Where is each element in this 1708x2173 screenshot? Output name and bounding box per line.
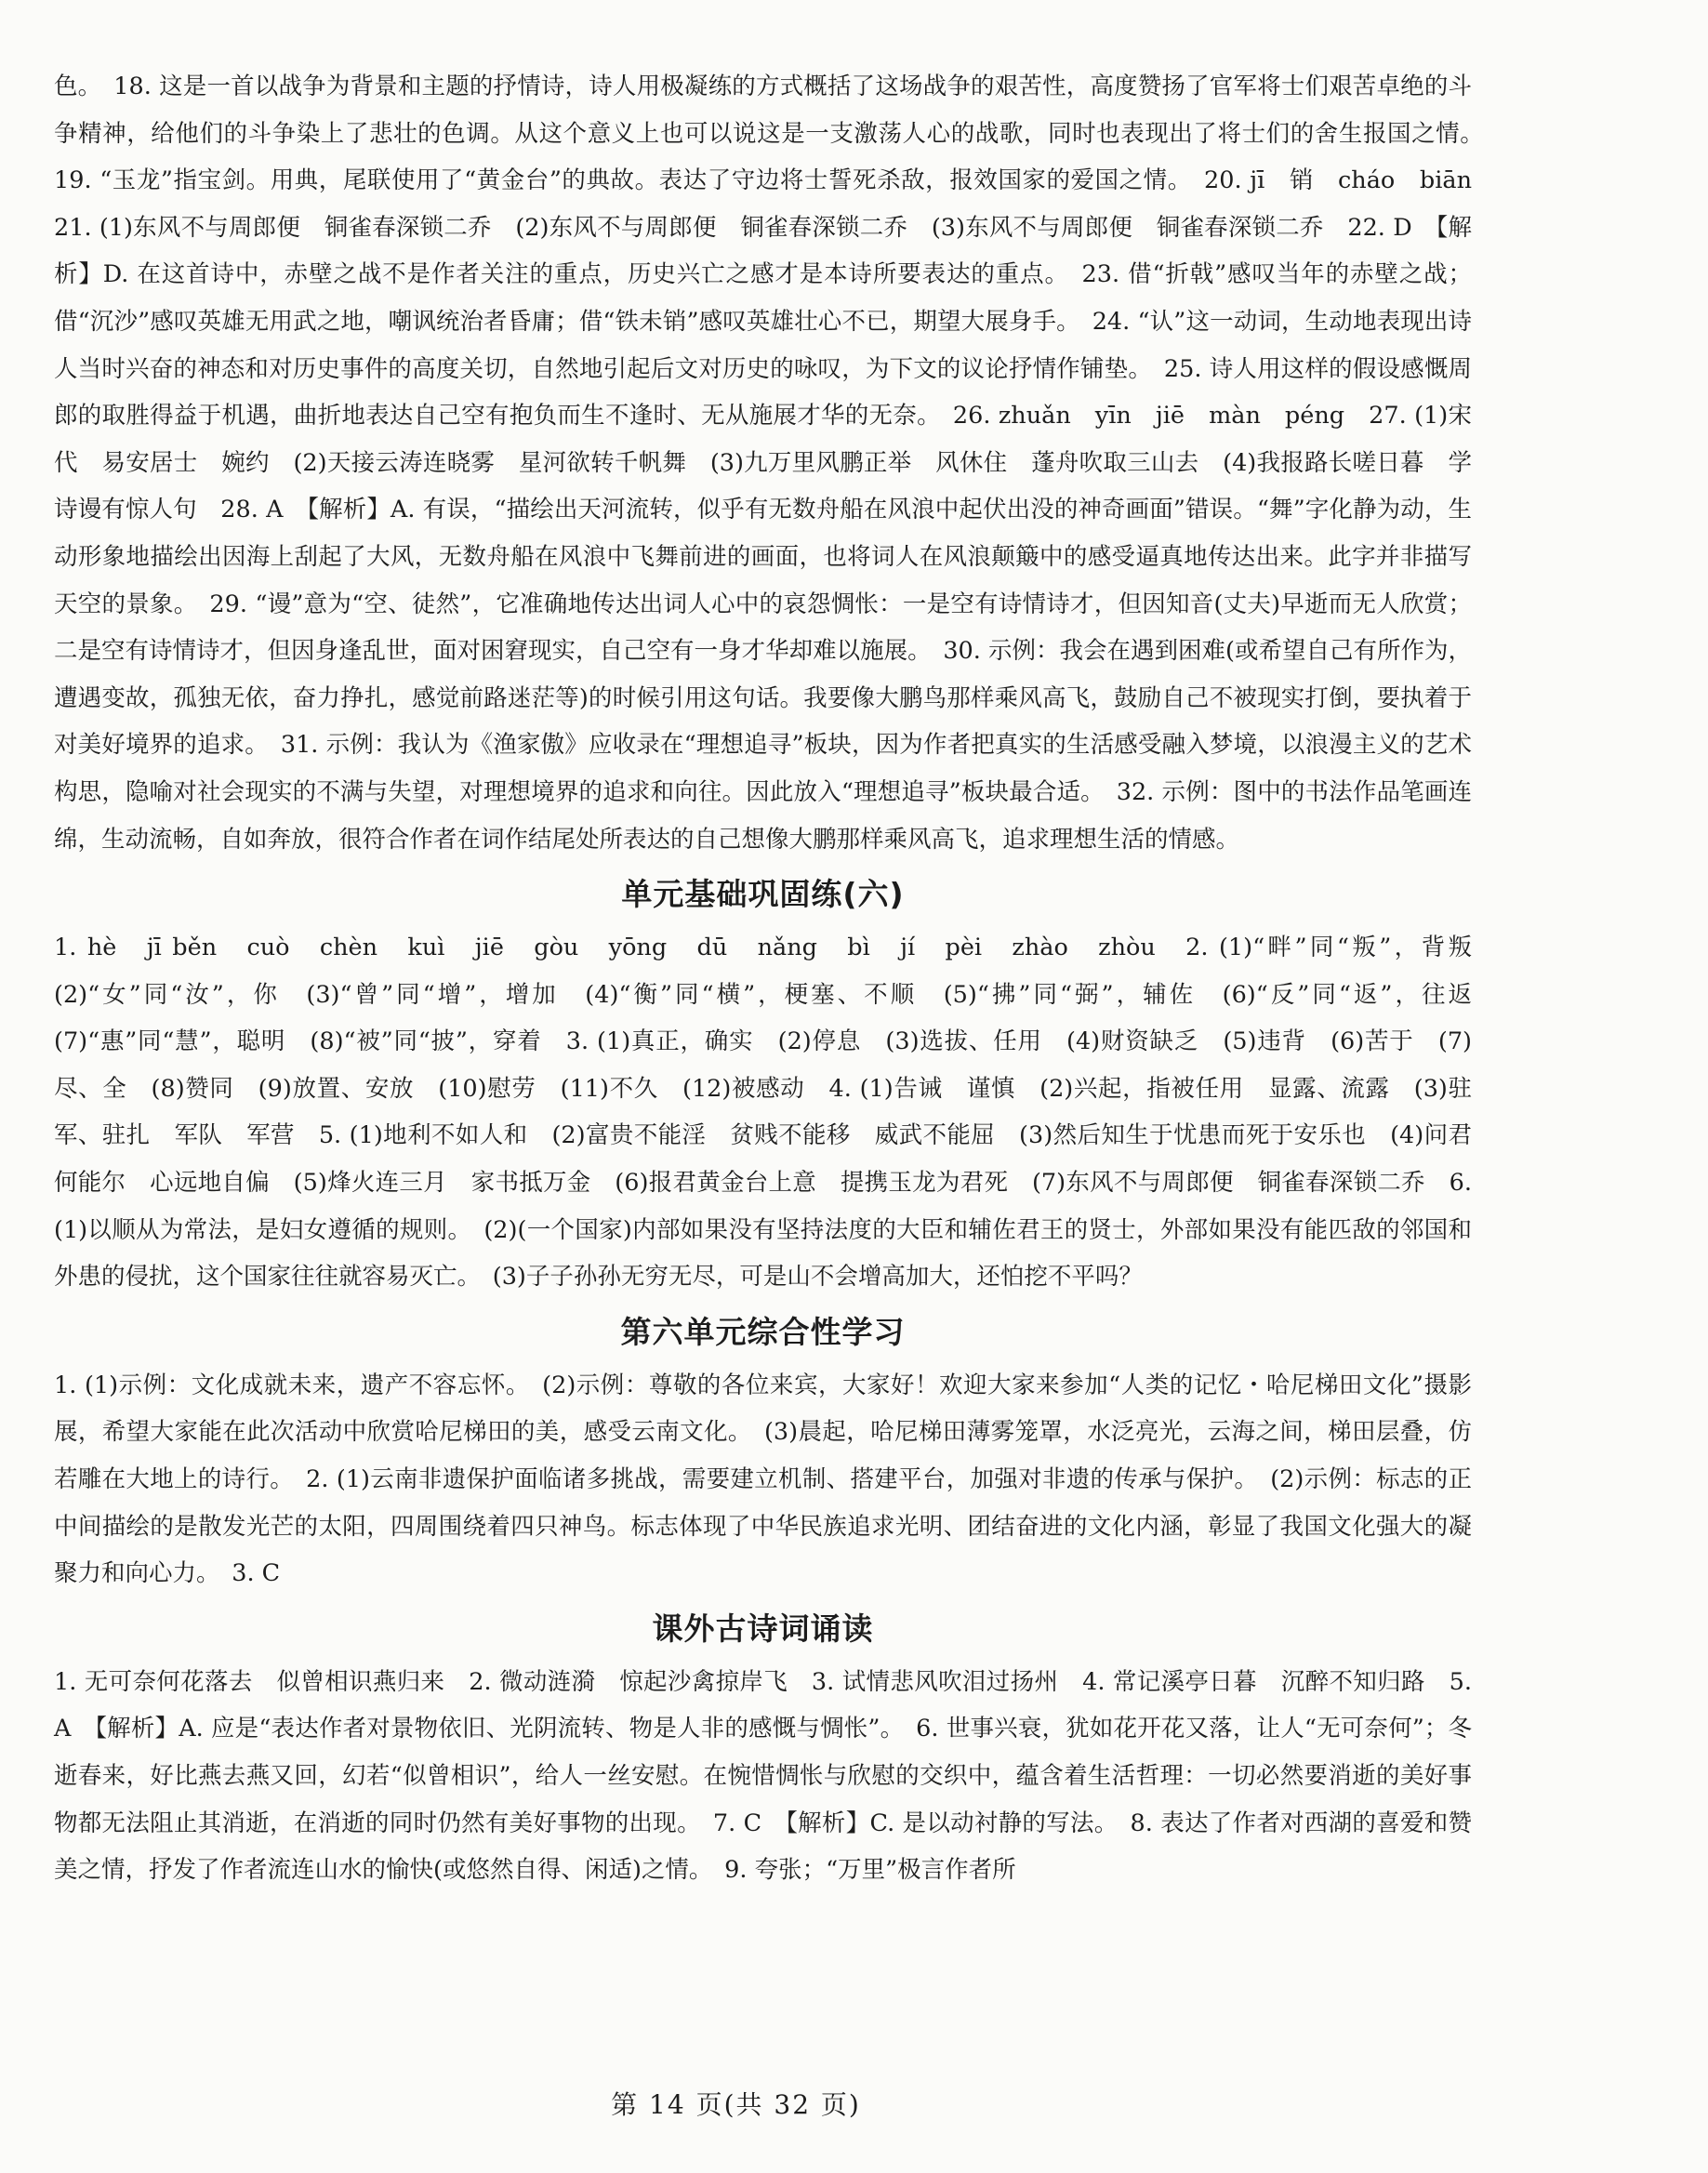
page-number-footer: 第 14 页(共 32 页) <box>611 2089 861 2120</box>
section-title: 课外古诗词诵读 <box>652 1610 874 1647</box>
section-answers: 1. (1)示例：文化成就未来，遗产不容忘怀。 (2)示例：尊敬的各位来宾，大家好！欢迎大家来参加“人类的记忆・哈尼梯田文化”摄影展，希望大家能在此次活动中欣赏哈尼梯田的美，感受云南文化。 (3)晨起，哈尼梯田薄雾笼罩，水泛亮光，云海之间，梯田层叠，仿若雕在大地上的诗行。 2. (1)云南非遗保护面临诸多挑战，需要建立机制、搭建平台，加强对非遗的传承与保护。 (2)示例：标志的正中间描绘的是散发光芒的太阳，四周围绕着四只神鸟。标志体现了中华民族追求光明、团结奋进的文化内涵，彰显了我国文化强大的凝聚力和向心力。 3. C <box>54 1371 1472 1588</box>
section-comprehensive-study <box>54 1310 1472 1597</box>
section-title: 第六单元综合性学习 <box>620 1313 906 1350</box>
section-answers: 1. 无可奈何花落去 似曾相识燕归来 2. 微动涟漪 惊起沙禽掠岸飞 3. 试情悲风吹泪过扬州 4. 常记溪亭日暮 沉醉不知归路 5. A 【解析】A. 应是“表达作者对景物依旧、光阴流转、物是人非的感慨与惆怅”。 6. 世事兴衰，犹如花开花又落，让人“无可奈何”；冬逝春来，好比燕去燕又回，幻若“似曾相识”，给人一丝安慰。在惋惜惆怅与欣慰的交织中，蕴含着生活哲理：一切必然要消逝的美好事物都无法阻止其消逝，在消逝的同时仍然有美好事物的出现。 7. C 【解析】C. 是以动衬静的写法。 8. 表达了作者对西湖的喜爱和赞美之情，抒发了作者流连山水的愉快(或悠然自得、闲适)之情。 9. 夸张；“万里”极言作者所 <box>54 1667 1472 1885</box>
section-title: 单元基础巩固练(六) <box>621 876 905 913</box>
section-unit-basics <box>54 872 1496 1301</box>
section-answers: 1. hè jī běn cuò chèn kuì jiē gòu yōng dū nǎng bì jí pèi zhào zhòu 2. (1)“畔”同“叛”，背叛 (2)“女”同“汝”，你 (3)“曾”同“增”，增加 (4)“衡”同“横”，梗塞、不顺 (5)“拂”同“弼”，辅佐 (6)“反”同“返”，往返 (7)“惠”同“慧”，聪明 (8)“被”同“披”，穿着 3. (1)真正，确实 (2)停息 (3)选拔、任用 (4)财资缺乏 (5)违背 (6)苦于 (7)尽、全 (8)赞同 (9)放置、安放 (10)慰劳 (11)不久 (12)被感动 4. (1)告诫 谨慎 (2)兴起，指被任用 显露、流露 (3)驻军、驻扎 军队 军营 5. (1)地利不如人和 (2)富贵不能淫 贫贱不能移 威武不能屈 (3)然后知生于忧患而死于安乐也 (4)问君何能尔 心远地自偏 (5)烽火连三月 家书抵万金 (6)报君黄金台上意 提携玉龙为君死 (7)东风不与周郎便 铜雀春深锁二乔 6. (1)以顺从为常法，是妇女遵循的规则。 (2)(一个国家)内部如果没有坚持法度的大臣和辅佐君王的贤士，外部如果没有能匹敌的邻国和外患的侵扰，这个国家往往就容易灭亡。 (3)子子孙孙无穷无尽，可是山不会增高加大，还怕挖不平吗？ <box>54 934 1496 1292</box>
section-extracurricular-poetry <box>54 1607 1472 1894</box>
answer-paragraph-continued: 色。 18. 这是一首以战争为背景和主题的抒情诗，诗人用极凝练的方式概括了这场战争的艰苦性，高度赞扬了官军将士们艰苦卓绝的斗争精神，给他们的斗争染上了悲壮的色调。从这个意义上也可以说这是一支激荡人心的战歌，同时也表现出了将士们的舍生报国之情。 19. “玉龙”指宝剑。用典，尾联使用了“黄金台”的典故。表达了守边将士誓死杀敌，报效国家的爱国之情。 20. jī 销 cháo biān 21. (1)东风不与周郎便 铜雀春深锁二乔 (2)东风不与周郎便 铜雀春深锁二乔 (3)东风不与周郎便 铜雀春深锁二乔 22. D 【解析】D. 在这首诗中，赤壁之战不是作者关注的重点，历史兴亡之感才是本诗所要表达的重点。 23. 借“折戟”感叹当年的赤壁之战；借“沉沙”感叹英雄无用武之地，嘲讽统治者昏庸；借“铁未销”感叹英雄壮心不已，期望大展身手。 24. “认”这一动词，生动地表现出诗人当时兴奋的神态和对历史事件的高度关切，自然地引起后文对历史的咏叹，为下文的议论抒情作铺垫。 25. 诗人用这样的假设感慨周郎的取胜得益于机遇，曲折地表达自己空有抱负而生不逢时、无从施展才华的无奈。 26. zhuǎn yīn jiē màn péng 27. (1)宋代 易安居士 婉约 (2)天接云涛连晓雾 星河欲转千帆舞 (3)九万里风鹏正举 风休住 蓬舟吹取三山去 (4)我报路长嗟日暮 学诗谩有惊人句 28. A 【解析】A. 有误，“描绘出天河流转，似乎有无数舟船在风浪中起伏出没的神奇画面”错误。“舞”字化静为动，生动形象地描绘出因海上刮起了大风，无数舟船在风浪中飞舞前进的画面，也将词人在风浪颠簸中的感受逼真地传达出来。此字并非描写天空的景象。 29. “谩”意为“空、徒然”，它准确地传达出词人心中的哀怨惆怅：一是空有诗情诗才，但因知音(丈夫)早逝而无人欣赏；二是空有诗情诗才，但因身逢乱世，面对困窘现实，自己空有一身才华却难以施展。 30. 示例：我会在遇到困难(或希望自己有所作为，遭遇变故，孤独无依，奋力挣扎，感觉前路迷茫等)的时候引用这句话。我要像大鹏鸟那样乘风高飞，鼓励自己不被现实打倒，要执着于对美好境界的追求。 31. 示例：我认为《渔家傲》应收录在“理想追寻”板块，因为作者把真实的生活感受融入梦境，以浪漫主义的艺术构思，隐喻对社会现实的不满与失望，对理想境界的追求和向往。因此放入“理想追寻”板块最合适。 32. 示例：图中的书法作品笔画连绵，生动流畅，自如奔放，很符合作者在词作结尾处所表达的自己想像大鹏那样乘风高飞，追求理想生活的情感。 <box>54 73 1496 854</box>
